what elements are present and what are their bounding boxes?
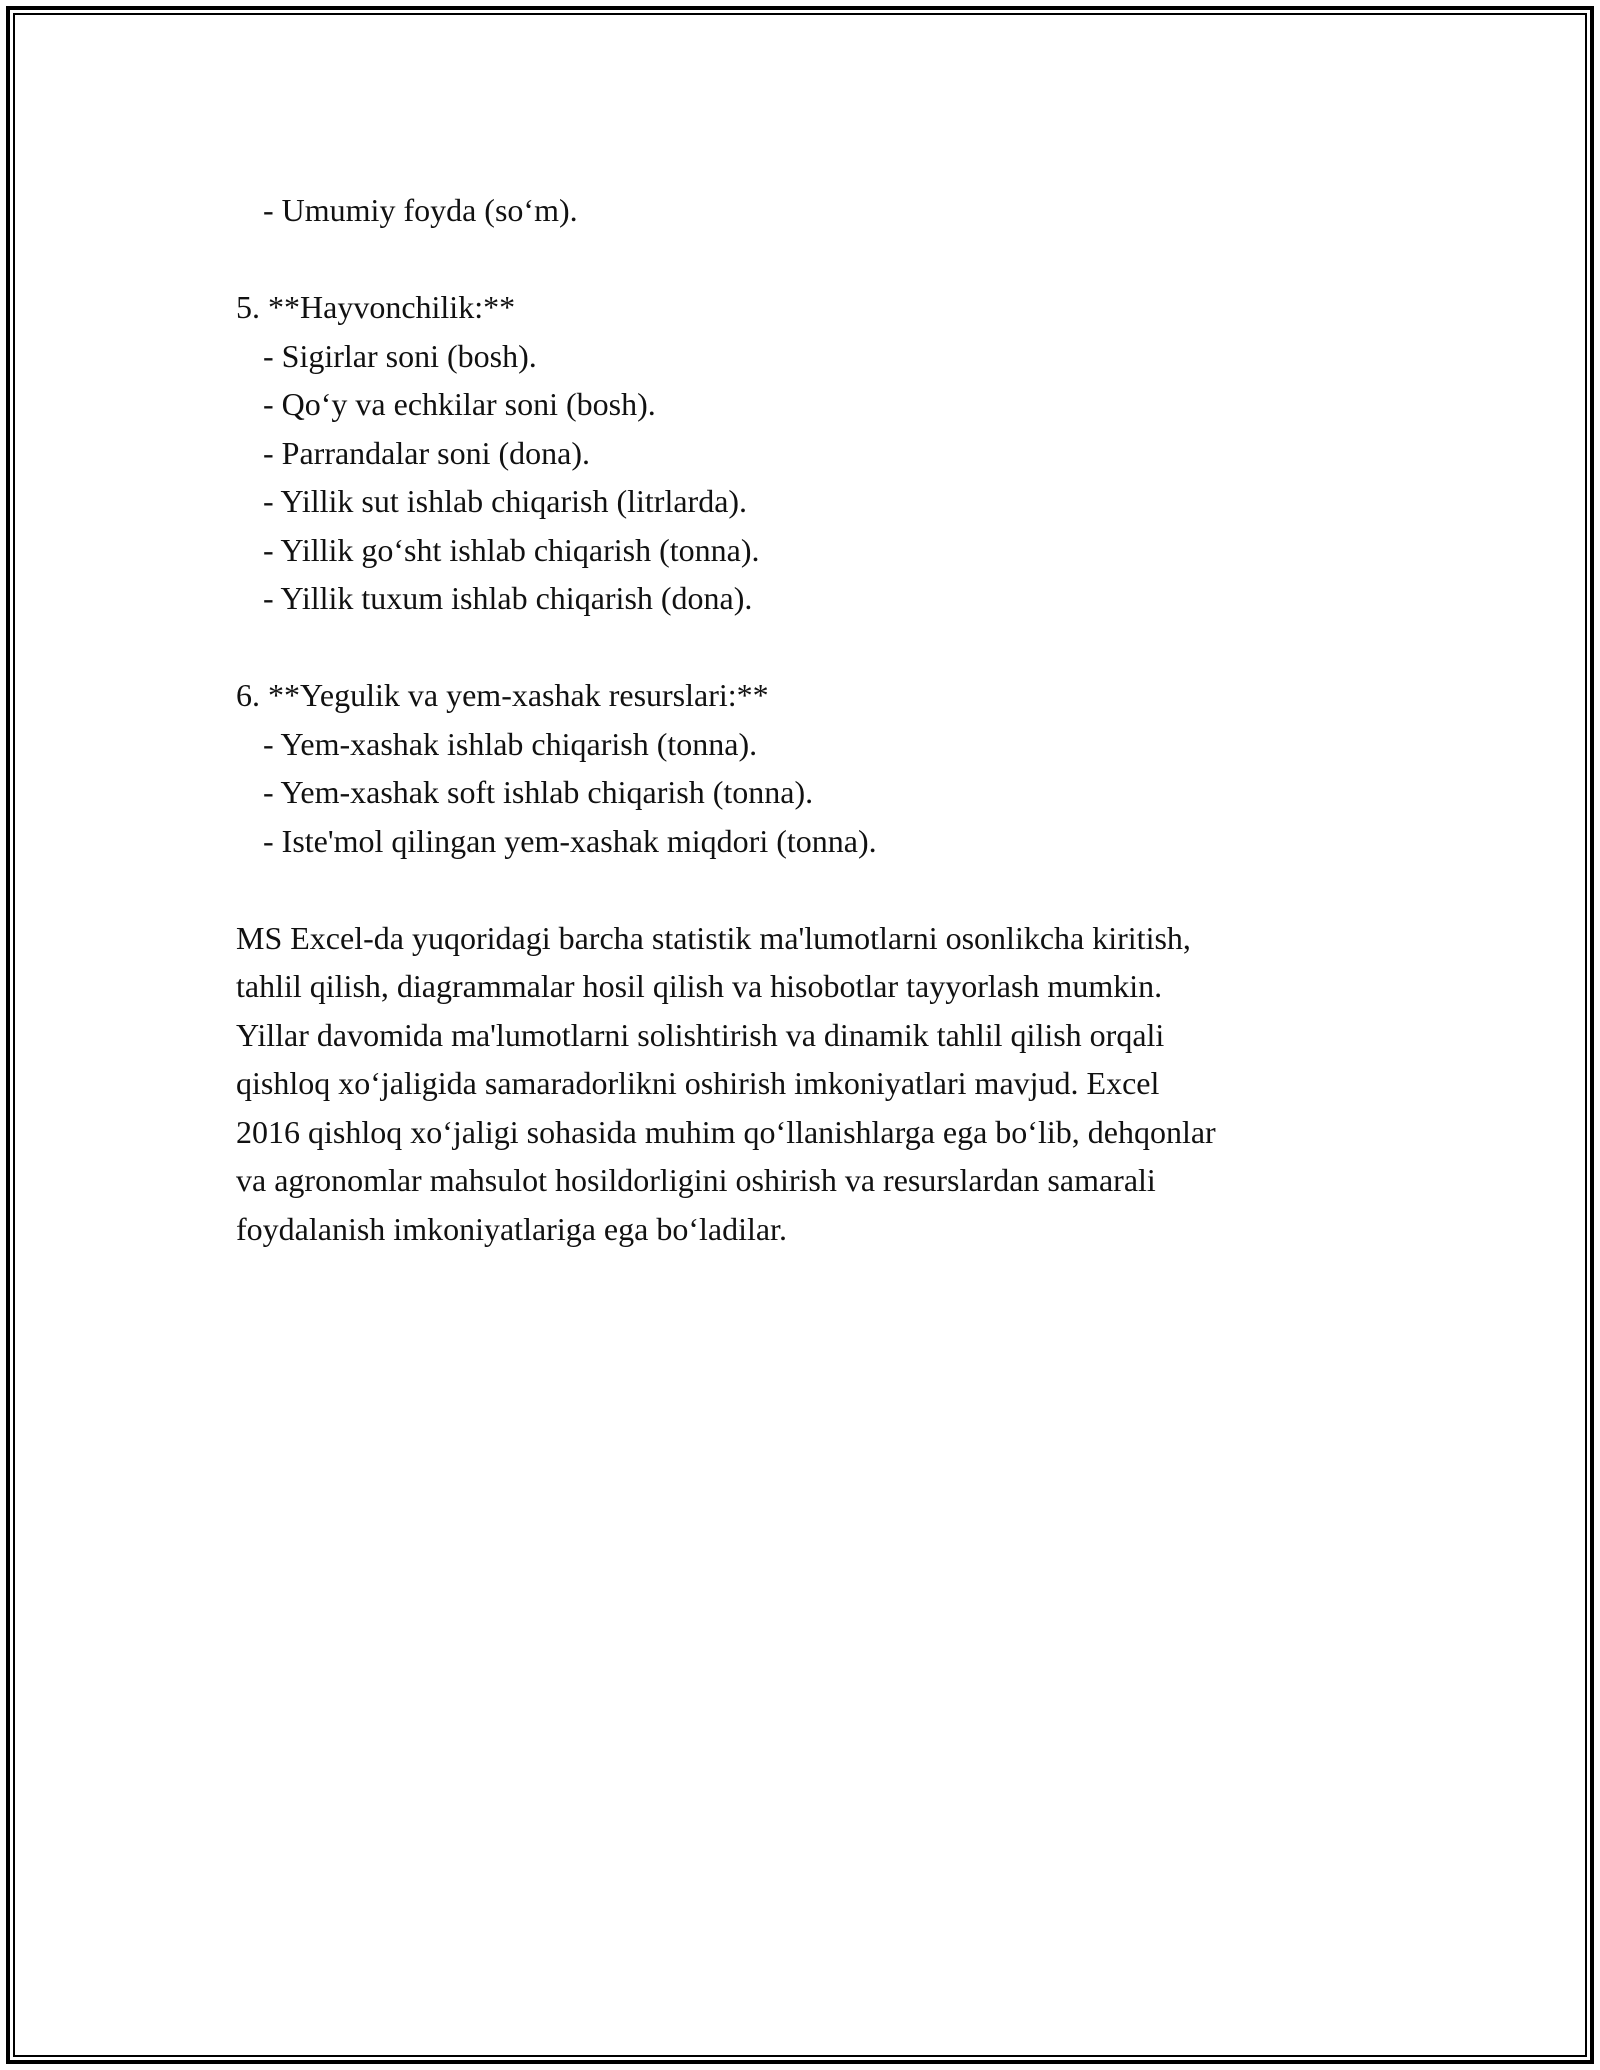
paragraph-line: Yillar davomida ma'lumotlarni solishtirish va dinamik tahlil qilish orqali — [236, 1016, 1165, 1053]
paragraph-line: MS Excel-da yuqoridagi barcha statistik ma'lumotlarni osonlikcha kiritish, — [236, 919, 1191, 956]
summary-paragraph — [236, 914, 1386, 1254]
list-item: - Yillik tuxum ishlab chiqarish (dona). — [263, 580, 753, 616]
list-item: - Umumiy foyda (so‘m). — [263, 192, 578, 228]
paragraph-line: va agronomlar mahsulot hosildorligini oshirish va resurslardan samarali — [236, 1162, 1156, 1198]
section-feed-resources — [236, 671, 1386, 865]
paragraph-line: foydalanish imkoniyatlariga ega bo‘ladilar. — [236, 1210, 787, 1247]
list-item: - Iste'mol qilingan yem-xashak miqdori (tonna). — [263, 822, 877, 859]
list-item: - Sigirlar soni (bosh). — [263, 337, 537, 374]
list-item: - Parrandalar soni (dona). — [263, 434, 590, 471]
spacer — [236, 865, 1386, 914]
section-heading: 5. **Hayvonchilik:** — [236, 289, 516, 325]
spacer — [236, 235, 1386, 284]
section-livestock — [236, 283, 1386, 623]
list-item: - Yem-xashak ishlab chiqarish (tonna). — [263, 725, 758, 762]
list-item: - Yillik go‘sht ishlab chiqarish (tonna). — [263, 531, 760, 568]
paragraph-line: qishloq xo‘jaligida samaradorlikni oshirish imkoniyatlari mavjud. Excel — [236, 1065, 1160, 1101]
list-item: - Qo‘y va echkilar soni (bosh). — [263, 386, 656, 422]
paragraph-line: tahlil qilish, diagrammalar hosil qilish va hisobotlar tayyorlash mumkin. — [236, 968, 1163, 1004]
document-body — [236, 186, 1386, 1253]
list-item: - Yem-xashak soft ishlab chiqarish (tonna). — [263, 774, 814, 810]
section-heading: 6. **Yegulik va yem-xashak resurslari:** — [236, 677, 769, 713]
list-item: - Yillik sut ishlab chiqarish (litrlarda). — [263, 483, 748, 519]
spacer — [236, 623, 1386, 672]
paragraph-line: 2016 qishloq xo‘jaligi sohasida muhim qo‘llanishlarga ega bo‘lib, dehqonlar — [236, 1113, 1216, 1150]
